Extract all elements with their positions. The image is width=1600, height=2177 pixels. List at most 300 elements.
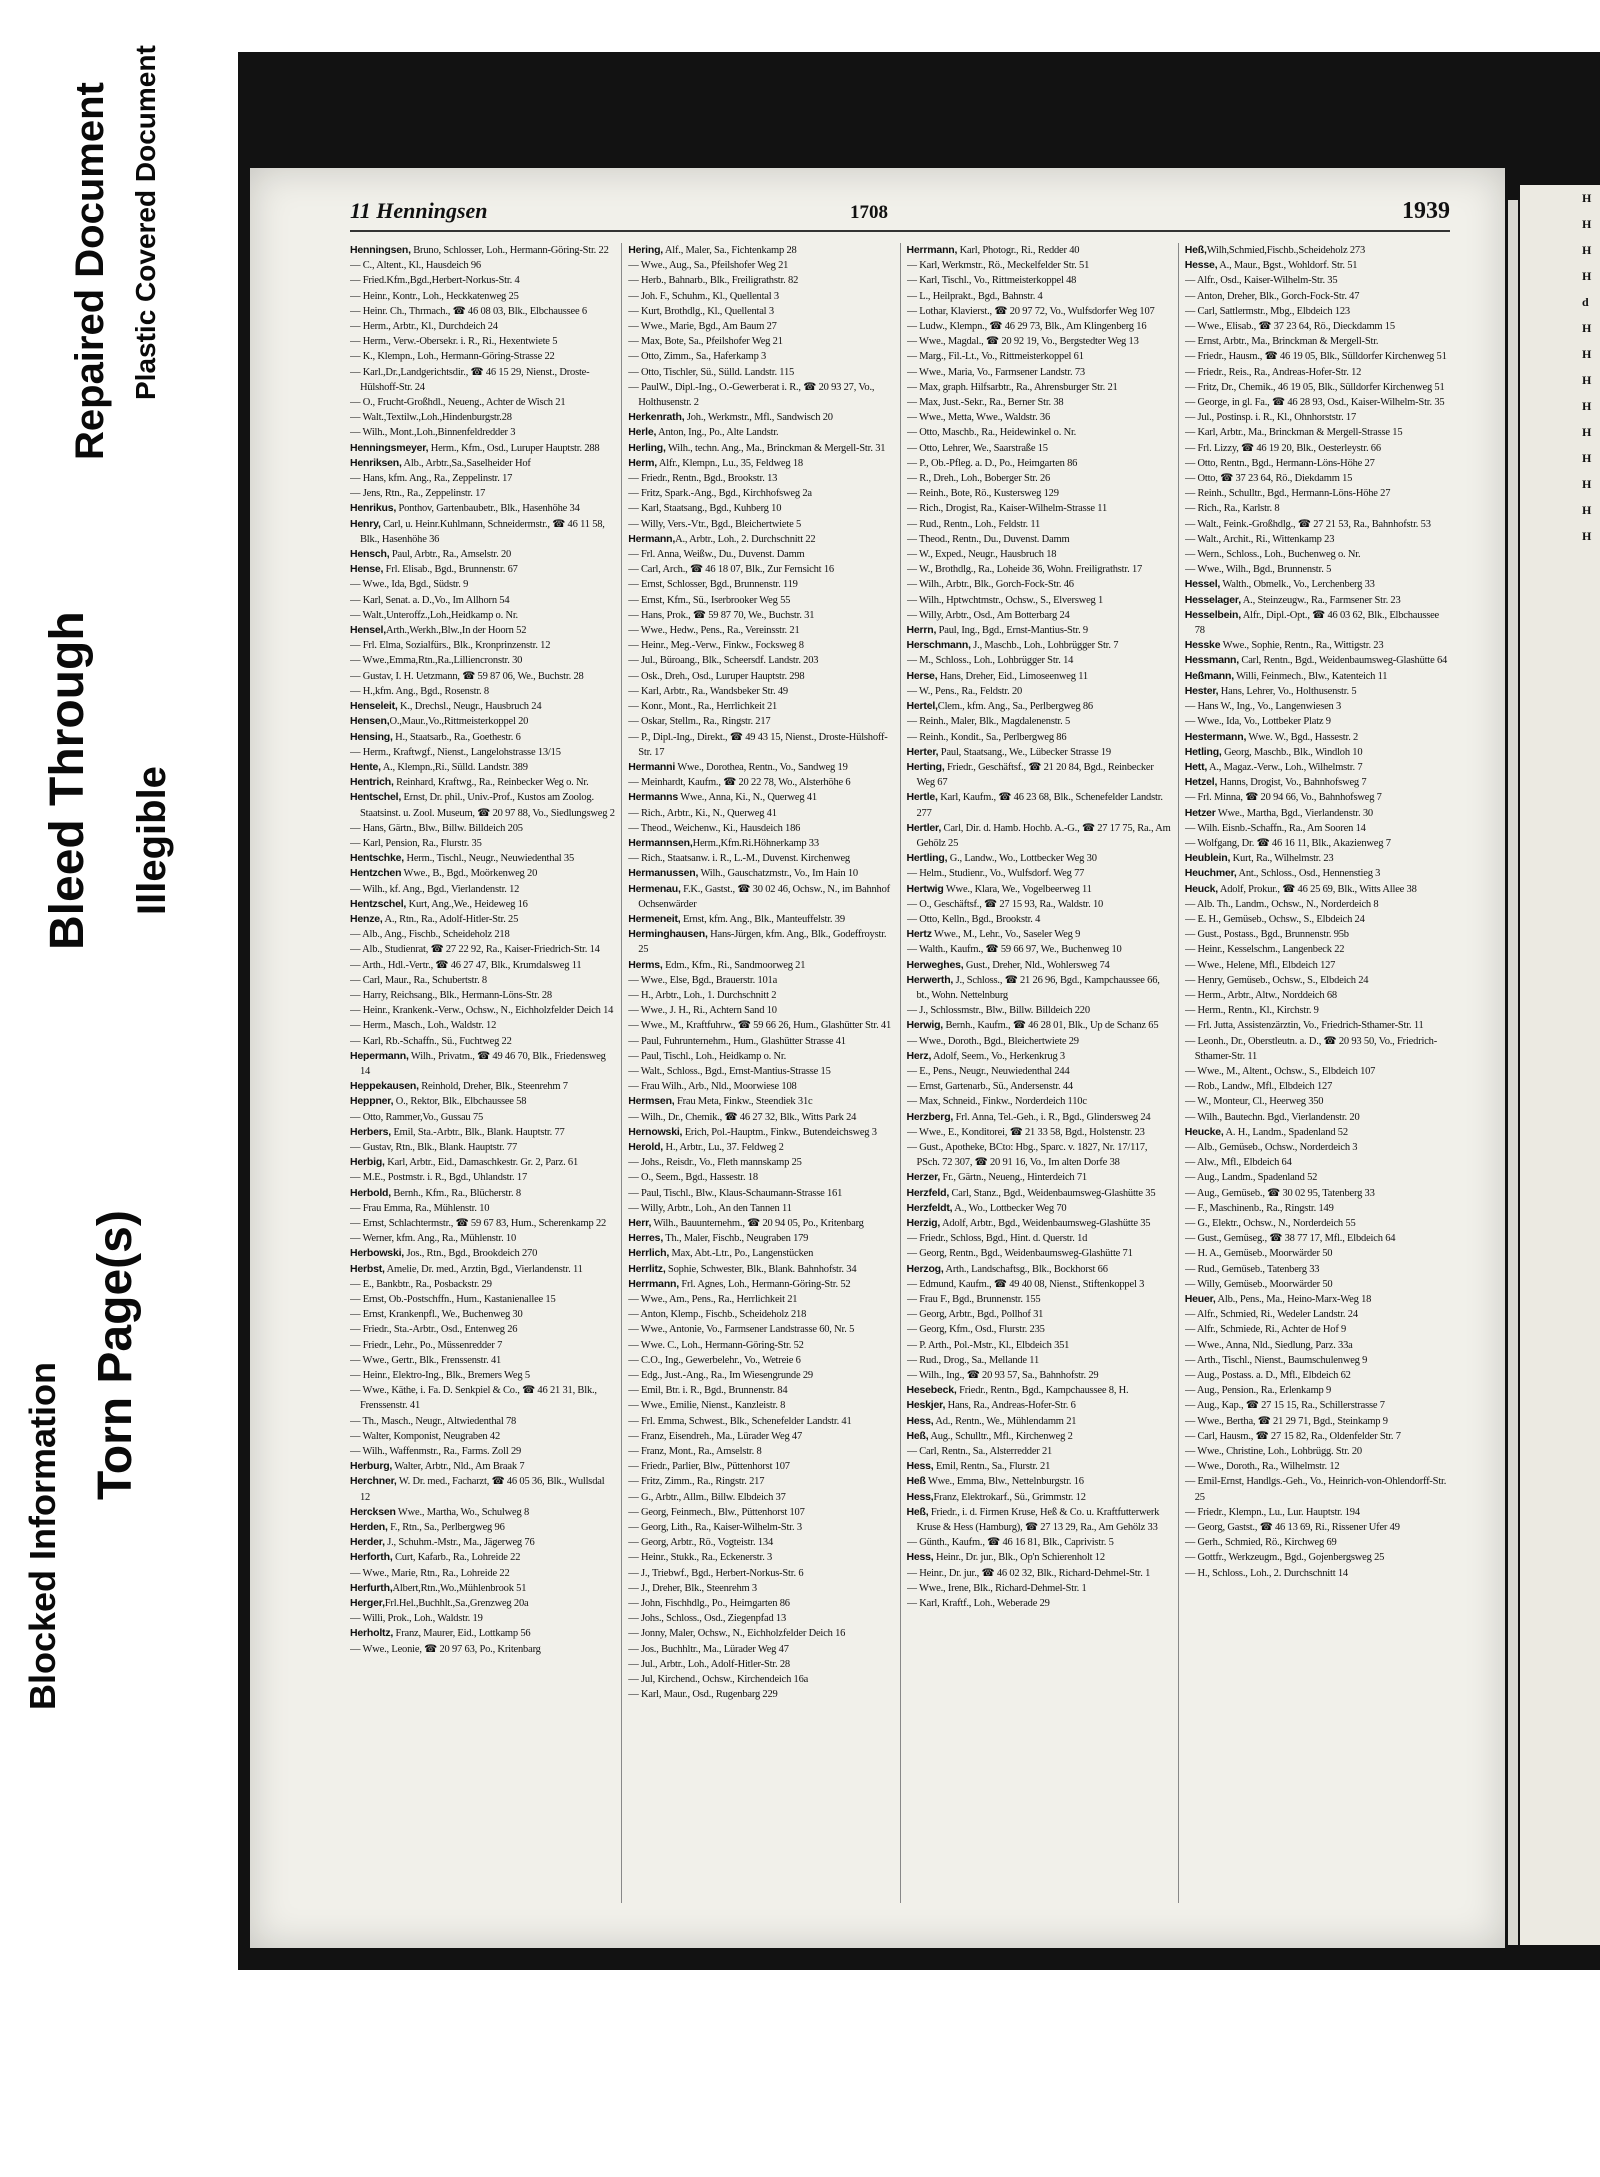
entry-details: — Jul, Kirchend., Ochsw., Kirchendeich 16a bbox=[628, 1674, 809, 1686]
entry-details: Fr., Gärtn., Neueng., Hinterdeich 71 bbox=[940, 1172, 1087, 1184]
column-2 bbox=[628, 243, 893, 1903]
entry-details: — Wwe., Leonie, ☎ 20 97 63, Po., Kritenbarg bbox=[350, 1643, 541, 1655]
entry-surname: Hercksen bbox=[350, 1505, 396, 1518]
directory-entry bbox=[350, 882, 615, 897]
directory-entry bbox=[1185, 1444, 1450, 1459]
directory-entry bbox=[628, 1338, 893, 1353]
entry-details: Friedr., i. d. Firmen Kruse, Heß & Co. u. Kraftfutterwerk Kruse & Hess (Hamburg), ☎ 27 13 29, Ra., Am Gehölz 33 bbox=[916, 1506, 1160, 1534]
entry-surname: Hett, bbox=[1184, 760, 1208, 773]
label-bleed-through: Bleed Through bbox=[41, 611, 94, 950]
directory-entry bbox=[350, 1049, 615, 1079]
column-divider bbox=[621, 243, 622, 1903]
entry-details: — Ernst, Schlosser, Bgd., Brunnenstr. 119 bbox=[628, 579, 798, 591]
directory-entry bbox=[628, 1231, 893, 1246]
directory-entry bbox=[1185, 1459, 1450, 1474]
directory-entry bbox=[1185, 942, 1450, 957]
directory-entry bbox=[1185, 319, 1450, 334]
page-gutter bbox=[1508, 200, 1518, 1945]
directory-entry bbox=[350, 410, 615, 425]
directory-entry bbox=[350, 1505, 615, 1520]
entry-details: Th., Maler, Fischb., Neugraben 179 bbox=[663, 1233, 809, 1245]
directory-entry bbox=[628, 1672, 893, 1687]
entry-details: — Frau F., Bgd., Brunnenstr. 155 bbox=[906, 1294, 1041, 1306]
directory-entry bbox=[350, 319, 615, 334]
directory-entry bbox=[628, 638, 893, 653]
entry-surname: Hernowski, bbox=[628, 1125, 683, 1138]
directory-entry bbox=[350, 1611, 615, 1626]
directory-entry bbox=[907, 1474, 1172, 1489]
entry-details: — Friedr., Parlier, Blw., Püttenhorst 107 bbox=[628, 1461, 790, 1473]
entry-surname: Hesske bbox=[1184, 639, 1221, 652]
entry-surname: Heß, bbox=[906, 1429, 929, 1442]
entry-details: — Wilh., Dr., Chemik., ☎ 46 27 32, Blk., Witts Park 24 bbox=[628, 1111, 857, 1123]
entry-surname: Herforth, bbox=[350, 1551, 393, 1564]
directory-entry bbox=[907, 866, 1172, 881]
directory-entry bbox=[1185, 1398, 1450, 1413]
entry-surname: Hetzel, bbox=[1184, 776, 1218, 789]
entry-details: — Heinr., Stukk., Ra., Eckenerstr. 3 bbox=[628, 1552, 773, 1564]
entry-details: Wwe., Dorothea, Rentn., Vo., Sandweg 19 bbox=[675, 761, 848, 773]
entry-details: — Aug., Pension., Ra., Erlenkamp 9 bbox=[1184, 1385, 1332, 1397]
directory-page bbox=[250, 168, 1505, 1948]
directory-entry bbox=[907, 882, 1172, 897]
directory-entry bbox=[350, 1246, 615, 1261]
directory-entry bbox=[628, 577, 893, 592]
directory-entry bbox=[1185, 1216, 1450, 1231]
directory-entry bbox=[1185, 273, 1450, 288]
entry-surname: Herholtz, bbox=[350, 1627, 394, 1640]
directory-entry bbox=[628, 1626, 893, 1641]
directory-entry bbox=[907, 1018, 1172, 1033]
directory-entry bbox=[628, 1155, 893, 1170]
entry-details: Paul, Staatsang., We., Lübecker Strasse 19 bbox=[938, 746, 1111, 758]
facing-page-letter: H bbox=[1582, 503, 1592, 517]
facing-page-letter: H bbox=[1582, 191, 1592, 205]
directory-entry bbox=[1185, 1003, 1450, 1018]
entry-details: — Wilh., Ing., ☎ 20 93 57, Sa., Bahnhofstr. 29 bbox=[906, 1370, 1099, 1382]
directory-entry bbox=[907, 304, 1172, 319]
entry-details: — Jonny, Maler, Ochsw., N., Eichholzfelder Deich 16 bbox=[628, 1628, 846, 1640]
directory-entry bbox=[628, 912, 893, 927]
directory-entry bbox=[907, 714, 1172, 729]
entry-surname: Hering, bbox=[628, 244, 664, 256]
directory-entry bbox=[350, 669, 615, 684]
directory-entry bbox=[350, 1459, 615, 1474]
entry-details: Joh., Werkmstr., Mfl., Sandwisch 20 bbox=[684, 412, 833, 424]
entry-details: Hans, Dreher, Eid., Limoseenweg 11 bbox=[937, 670, 1088, 682]
directory-entry bbox=[628, 1292, 893, 1307]
entry-details: — Herm., Kraftwgf., Nienst., Langelohstrasse 13/15 bbox=[350, 746, 561, 758]
entry-details: — Wwe., Else, Bgd., Brauerstr. 101a bbox=[628, 974, 778, 986]
entry-details: — Karl, Senat. a. D.,Vo., Im Allhorn 54 bbox=[350, 594, 510, 606]
entry-surname: Hentzschel, bbox=[350, 897, 407, 910]
entry-details: Adolf, Seem., Vo., Herkenkrug 3 bbox=[931, 1050, 1065, 1062]
entry-details: — Theod., Weichenw., Ki., Hausdeich 186 bbox=[628, 822, 801, 834]
entry-details: — Osk., Dreh., Osd., Luruper Hauptstr. 298 bbox=[628, 670, 805, 682]
entry-details: — Jens, Rtn., Ra., Zeppelinstr. 17 bbox=[350, 488, 486, 500]
entry-surname: Hensen, bbox=[350, 715, 390, 728]
entry-surname: Herwerth, bbox=[906, 973, 954, 986]
entry-details: — Rud., Gemüseb., Tatenberg 33 bbox=[1184, 1263, 1320, 1275]
entry-details: — Otto, Kelln., Bgd., Brookstr. 4 bbox=[906, 913, 1041, 925]
directory-entry bbox=[628, 1520, 893, 1535]
directory-entry bbox=[907, 699, 1172, 714]
directory-entry bbox=[1185, 1353, 1450, 1368]
entry-details: — Fried.Kfm.,Bgd.,Herbert-Norkus-Str. 4 bbox=[350, 275, 520, 287]
directory-entry bbox=[628, 1049, 893, 1064]
entry-details: H., Staatsarb., Ra., Goethestr. 6 bbox=[392, 731, 521, 743]
entry-surname: Heß, bbox=[906, 1505, 929, 1518]
entry-surname: Heuchmer, bbox=[1184, 867, 1237, 880]
entry-details: — Herm., Arbtr., Kl., Durchdeich 24 bbox=[350, 321, 498, 333]
directory-entry bbox=[1185, 243, 1450, 258]
entry-details: — E., Pens., Neugr., Neuwiedenthal 244 bbox=[906, 1065, 1070, 1077]
entry-details: — Wwe., Marie, Bgd., Am Baum 27 bbox=[628, 321, 777, 333]
directory-entry bbox=[1185, 882, 1450, 897]
entry-details: — Karl.,Dr.,Landgerichtsdir., ☎ 46 15 29, Nienst., Droste-Hülshoff-Str. 24 bbox=[350, 366, 590, 393]
entry-details: — Johs., Schloss., Osd., Ziegenpfad 13 bbox=[628, 1613, 787, 1625]
directory-entry bbox=[1185, 790, 1450, 805]
entry-details: Carl, u. Heinr.Kuhlmann, Schneidermstr., ☎ 46 11 58, Blk., Hasenhöhe 36 bbox=[360, 518, 605, 545]
directory-entry bbox=[1185, 380, 1450, 395]
directory-entry bbox=[907, 1383, 1172, 1398]
entry-details: — Aug., Kap., ☎ 27 15 15, Ra., Schillerstrasse 7 bbox=[1184, 1400, 1385, 1412]
directory-entry bbox=[907, 1079, 1172, 1094]
directory-entry bbox=[350, 1125, 615, 1140]
entry-details: Emil, Rentn., Sa., Flurstr. 21 bbox=[933, 1461, 1051, 1473]
entry-details: Karl, Arbtr., Eid., Damaschkestr. Gr. 2, Parz. 61 bbox=[384, 1157, 579, 1169]
entry-details: — Emil, Btr. i. R., Bgd., Brunnenstr. 84 bbox=[628, 1385, 788, 1397]
directory-entry bbox=[350, 623, 615, 638]
directory-entry bbox=[907, 1398, 1172, 1413]
entry-details: Wwe., B., Bgd., Moörkenweg 20 bbox=[401, 868, 538, 880]
entry-details: O., Rektor, Blk., Elbchaussee 58 bbox=[393, 1096, 527, 1108]
entry-details: — P., Ob.-Pfleg. a. D., Po., Heimgarten 86 bbox=[906, 457, 1078, 469]
entry-surname: Herger, bbox=[350, 1597, 385, 1610]
directory-entry bbox=[907, 1550, 1172, 1565]
entry-details: — Willy, Gemüseb., Moorwärder 50 bbox=[1184, 1278, 1333, 1290]
entry-details: Alb., Pens., Ma., Heino-Marx-Weg 18 bbox=[1215, 1294, 1372, 1306]
facing-page-letter: H bbox=[1582, 451, 1592, 465]
entry-details: Hans, Lehrer, Vo., Holthusenstr. 5 bbox=[1218, 685, 1357, 697]
directory-entry bbox=[350, 365, 615, 395]
entry-details: — Carl, Sattlermstr., Mbg., Elbdeich 123 bbox=[1184, 305, 1350, 317]
entry-details: — Th., Masch., Neugr., Altwiedenthal 78 bbox=[350, 1415, 517, 1427]
entry-details: Ernst, kfm. Ang., Blk., Manteuffelstr. 39 bbox=[680, 913, 845, 925]
entry-details: Wilh., Bauunternehm., ☎ 20 94 05, Po., Kritenbarg bbox=[651, 1218, 864, 1229]
entry-details: — Wwe., M., Altent., Ochsw., S., Elbdeich 107 bbox=[1184, 1065, 1376, 1077]
page-number: 1708 bbox=[850, 202, 888, 223]
entry-details: — Wwe., Maria, Vo., Farmsener Landstr. 73 bbox=[906, 366, 1085, 378]
entry-surname: Herzberg, bbox=[906, 1110, 954, 1123]
directory-entry bbox=[350, 273, 615, 288]
directory-entry bbox=[907, 410, 1172, 425]
directory-entry bbox=[628, 882, 893, 912]
entry-details: — M., Schloss., Loh., Lohbrügger Str. 14 bbox=[906, 655, 1074, 667]
entry-details: — John, Fischhdlg., Po., Heimgarten 86 bbox=[628, 1598, 790, 1610]
directory-entry bbox=[350, 441, 615, 456]
entry-details: A., Klempn.,Ri., Sülld. Landstr. 389 bbox=[380, 761, 528, 773]
entry-surname: Hess, bbox=[906, 1414, 934, 1427]
entry-details: — Henry, Gemüseb., Ochsw., S., Elbdeich 24 bbox=[1184, 974, 1369, 986]
entry-surname: Herder, bbox=[350, 1536, 385, 1549]
entry-details: — Meinhardt, Kaufm., ☎ 20 22 78, Wo., Alsterhöhe 6 bbox=[628, 777, 851, 789]
entry-details: Wilh., techn. Ang., Ma., Brinckman & Mergell-Str. 31 bbox=[665, 442, 886, 454]
entry-details: — Carl, Maur., Ra., Schubertstr. 8 bbox=[350, 974, 487, 986]
entry-surname: Herrlich, bbox=[628, 1247, 670, 1260]
entry-details: — Georg, Rentn., Bgd., Weidenbaumsweg-Glashütte 71 bbox=[906, 1248, 1133, 1260]
entry-details: — Arth., Hdl.-Vertr., ☎ 46 27 47, Blk., Krumdalsweg 11 bbox=[350, 959, 582, 971]
directory-entry bbox=[1185, 562, 1450, 577]
entry-details: Frau Meta, Finkw., Steendiek 31c bbox=[674, 1096, 813, 1108]
entry-details: — Georg, Kfm., Osd., Flurstr. 235 bbox=[906, 1324, 1045, 1336]
facing-page-letter: H bbox=[1582, 425, 1592, 439]
entry-surname: Henningsmeyer, bbox=[350, 441, 429, 454]
entry-details: — Gust., Apotheke, BCto: Hbg., Sparc. v. 1827, Nr. 17/117, PSch. 72 307, ☎ 20 91 16, Vo., Im alten Dorfe 38 bbox=[906, 1141, 1148, 1169]
directory-entry bbox=[907, 1307, 1172, 1322]
directory-entry bbox=[907, 593, 1172, 608]
directory-entry bbox=[1185, 851, 1450, 866]
entry-surname: Herwig, bbox=[906, 1019, 944, 1032]
directory-entry bbox=[350, 1429, 615, 1444]
entry-details: — Jul., Postinsp. i. R., Kl., Ohnhorststr. 17 bbox=[1184, 412, 1357, 424]
entry-details: — Wwe., Käthe, i. Fa. D. Senkpiel & Co., ☎ 46 21 31, Blk., Frenssenstr. 41 bbox=[350, 1385, 597, 1412]
directory-entry bbox=[350, 1003, 615, 1018]
directory-entry bbox=[350, 1110, 615, 1125]
directory-entry bbox=[1185, 1368, 1450, 1383]
directory-entry bbox=[628, 1611, 893, 1626]
directory-entry bbox=[1185, 517, 1450, 532]
directory-entry bbox=[350, 304, 615, 319]
entry-details: — Wwe. C., Loh., Hermann-Göring-Str. 52 bbox=[628, 1339, 804, 1351]
directory-entry bbox=[1185, 258, 1450, 273]
entry-columns bbox=[350, 243, 1450, 1903]
directory-entry bbox=[350, 1566, 615, 1581]
entry-details: Ant., Schloss., Osd., Hennenstieg 3 bbox=[1236, 868, 1381, 880]
directory-entry bbox=[350, 1520, 615, 1535]
directory-entry bbox=[350, 730, 615, 745]
directory-entry bbox=[628, 1596, 893, 1611]
directory-entry bbox=[628, 1398, 893, 1413]
directory-entry bbox=[628, 1079, 893, 1094]
entry-details: Ernst, Dr. phil., Univ.-Prof., Kustos am Zoolog. Staatsinst. u. Zool. Museum, ☎ 20 97 88, Vo., Siedlungsweg 2 bbox=[360, 792, 615, 819]
directory-entry bbox=[907, 790, 1172, 820]
directory-entry bbox=[1185, 1307, 1450, 1322]
entry-details: O.,Maur.,Vo.,Rittmeisterkoppel 20 bbox=[389, 716, 529, 728]
entry-details: Curt, Kafarb., Ra., Lohreide 22 bbox=[392, 1552, 521, 1564]
directory-entry bbox=[907, 258, 1172, 273]
directory-entry bbox=[907, 365, 1172, 380]
entry-details: — Wilh. Eisnb.-Schaffn., Ra., Am Sooren 14 bbox=[1184, 822, 1366, 834]
entry-surname: Hertz bbox=[906, 928, 932, 941]
entry-details: — Friedr., Reis., Ra., Andreas-Hofer-Str. 12 bbox=[1184, 366, 1362, 378]
entry-surname: Herbers, bbox=[350, 1125, 392, 1138]
entry-details: — Frau Emma, Ra., Mühlenstr. 10 bbox=[350, 1202, 490, 1214]
directory-entry bbox=[350, 1322, 615, 1337]
entry-details: — W., Brothdlg., Ra., Loheide 36, Wohn. Freiligrathstr. 17 bbox=[906, 564, 1143, 576]
directory-entry bbox=[907, 1414, 1172, 1429]
directory-entry bbox=[907, 851, 1172, 866]
entry-details: — Hans W., Ing., Vo., Langenwiesen 3 bbox=[1184, 701, 1342, 713]
directory-entry bbox=[350, 1094, 615, 1109]
facing-page-letter: d bbox=[1582, 295, 1589, 309]
directory-entry bbox=[1185, 1505, 1450, 1520]
directory-entry bbox=[350, 258, 615, 273]
directory-entry bbox=[907, 623, 1172, 638]
directory-entry bbox=[628, 532, 893, 547]
entry-surname: Heucke, bbox=[1184, 1125, 1224, 1138]
directory-entry bbox=[1185, 1155, 1450, 1170]
entry-details: — Karl, Werkmstr., Rö., Meckelfelder Str. 51 bbox=[906, 260, 1090, 272]
directory-entry bbox=[628, 258, 893, 273]
directory-entry bbox=[907, 821, 1172, 851]
directory-entry bbox=[1185, 699, 1450, 714]
directory-entry bbox=[628, 608, 893, 623]
directory-entry bbox=[628, 1490, 893, 1505]
directory-entry bbox=[907, 608, 1172, 623]
entry-details: — Werner, kfm. Ang., Ra., Mühlenstr. 10 bbox=[350, 1233, 517, 1245]
entry-details: — Otto, Tischler, Sü., Sülld. Landstr. 115 bbox=[628, 366, 795, 378]
entry-details: — Johs., Reisdr., Vo., Fleth mannskamp 25 bbox=[628, 1157, 802, 1169]
entry-details: — Otto, ☎ 37 23 64, Rö., Diekdamm 15 bbox=[1184, 473, 1353, 485]
directory-entry bbox=[350, 1642, 615, 1657]
label-repaired: Repaired Document bbox=[68, 82, 112, 460]
directory-entry bbox=[1185, 745, 1450, 760]
directory-entry bbox=[350, 1596, 615, 1611]
entry-details: Hanns, Drogist, Vo., Bahnhofsweg 7 bbox=[1217, 777, 1367, 789]
entry-surname: Hermanussen, bbox=[628, 867, 699, 880]
directory-entry bbox=[350, 1414, 615, 1429]
directory-entry bbox=[907, 1505, 1172, 1535]
directory-entry bbox=[350, 1079, 615, 1094]
label-torn-pages: Torn Page(s) bbox=[89, 1210, 142, 1500]
directory-entry bbox=[628, 1414, 893, 1429]
entry-details: — Wilh., kf. Ang., Bgd., Vierlandenstr. 12 bbox=[350, 883, 520, 895]
entry-details: — Frl. Emma, Schwest., Blk., Schenefelder Landstr. 41 bbox=[628, 1415, 852, 1427]
entry-details: Arth.,Werkh.,Blw.,In der Hoorn 52 bbox=[385, 625, 527, 637]
entry-details: — Herb., Bahnarb., Blk., Freiligrathstr. 82 bbox=[628, 275, 799, 287]
entry-surname: Heppekausen, bbox=[350, 1080, 419, 1093]
entry-details: — Georg, Arbtr., Bgd., Pollhof 31 bbox=[906, 1309, 1044, 1321]
entry-surname: Herminghausen, bbox=[628, 928, 708, 941]
directory-entry bbox=[1185, 532, 1450, 547]
entry-details: — Edmund, Kaufm., ☎ 49 40 08, Nienst., Stiftenkoppel 3 bbox=[906, 1278, 1145, 1290]
directory-entry bbox=[350, 836, 615, 851]
entry-details: — Willy, Arbtr., Loh., An den Tannen 11 bbox=[628, 1202, 792, 1214]
entry-details: G., Landw., Wo., Lottbecker Weg 30 bbox=[947, 853, 1097, 865]
entry-surname: Hermannsen, bbox=[628, 836, 693, 849]
entry-details: — Kurt, Brothdlg., Kl., Quellental 3 bbox=[628, 305, 774, 317]
directory-entry bbox=[350, 1550, 615, 1565]
entry-details: Friedr., Rentn., Bgd., Kampchaussee 8, H. bbox=[956, 1385, 1129, 1397]
entry-details: K., Drechsl., Neugr., Hausbruch 24 bbox=[397, 701, 542, 713]
entry-surname: Hesselbein, bbox=[1184, 608, 1241, 621]
entry-details: — Aug., Postass. a. D., Mfl., Elbdeich 62 bbox=[1184, 1370, 1351, 1382]
directory-entry bbox=[907, 380, 1172, 395]
entry-surname: Herrn, bbox=[906, 624, 937, 637]
directory-entry bbox=[350, 1034, 615, 1049]
entry-surname: Hermsen, bbox=[628, 1095, 675, 1108]
entry-details: — Alfr., Osd., Kaiser-Wilhelm-Str. 35 bbox=[1184, 275, 1338, 287]
directory-entry bbox=[628, 775, 893, 790]
entry-surname: Heßmann, bbox=[1184, 669, 1234, 682]
entry-details: — Leonh., Dr., Oberstleutn. a. D., ☎ 20 93 50, Vo., Friedrich-Sthamer-Str. 11 bbox=[1184, 1035, 1438, 1062]
entry-details: — Rich., Staatsanw. i. R., L.-M., Duvenst. Kirchenweg bbox=[628, 853, 850, 865]
label-illegible: Illegible bbox=[130, 766, 174, 915]
directory-entry bbox=[907, 517, 1172, 532]
entry-details: Adolf, Prokur., ☎ 46 25 69, Blk., Witts Allee 38 bbox=[1217, 883, 1417, 895]
entry-details: — Frl. Jutta, Assistenzärztin, Vo., Friedrich-Sthamer-Str. 11 bbox=[1184, 1020, 1424, 1032]
directory-entry bbox=[907, 1262, 1172, 1277]
entry-details: — Franz, Mont., Ra., Amselstr. 8 bbox=[628, 1446, 762, 1458]
directory-entry bbox=[1185, 714, 1450, 729]
entry-details: — Wwe., Hedw., Pens., Ra., Vereinsstr. 21 bbox=[628, 625, 800, 637]
entry-details: — F., Maschinenb., Ra., Ringstr. 149 bbox=[1184, 1202, 1334, 1214]
entry-details: — Rich., Drogist, Ra., Kaiser-Wilhelm-Strasse 11 bbox=[906, 503, 1108, 515]
entry-details: — Friedr., Hausm., ☎ 46 19 05, Blk., Sülldorfer Kirchenweg 51 bbox=[1184, 351, 1447, 363]
entry-details: — Gustav, I. H. Uetzmann, ☎ 59 87 06, We., Buchstr. 28 bbox=[350, 670, 584, 682]
entry-details: — Max, Bote, Sa., Pfeilshofer Weg 21 bbox=[628, 336, 783, 348]
directory-entry bbox=[907, 1459, 1172, 1474]
directory-entry bbox=[628, 1657, 893, 1672]
directory-entry bbox=[628, 1262, 893, 1277]
directory-entry bbox=[1185, 1277, 1450, 1292]
entry-surname: Herbst, bbox=[350, 1262, 385, 1275]
directory-entry bbox=[907, 486, 1172, 501]
directory-entry bbox=[628, 714, 893, 729]
entry-details: Albert,Rtn.,Wo.,Mühlenbrook 51 bbox=[392, 1582, 527, 1594]
directory-entry bbox=[907, 1429, 1172, 1444]
directory-entry bbox=[350, 988, 615, 1003]
directory-entry bbox=[907, 745, 1172, 760]
entry-details: Aug., Schulltr., Mfl., Kirchenweg 2 bbox=[928, 1430, 1073, 1442]
entry-surname: Heß, bbox=[1184, 244, 1207, 256]
entry-details: — Hans, kfm. Ang., Ra., Zeppelinstr. 17 bbox=[350, 473, 513, 485]
directory-entry bbox=[350, 562, 615, 577]
entry-details: — Reinh., Maler, Blk., Magdalenenstr. 5 bbox=[906, 716, 1071, 728]
entry-details: — Carl, Arch., ☎ 46 18 07, Blk., Zur Fernsicht 16 bbox=[628, 564, 834, 576]
entry-details: — E. H., Gemüseb., Ochsw., S., Elbdeich 24 bbox=[1184, 913, 1365, 925]
entry-details: — Ernst, Schlachtermstr., ☎ 59 67 83, Hum., Scherenkamp 22 bbox=[350, 1218, 607, 1229]
entry-details: — Konr., Mont., Ra., Herrlichkeit 21 bbox=[628, 701, 778, 713]
entry-details: — Wilh., Arbtr., Blk., Gorch-Fock-Str. 46 bbox=[906, 579, 1074, 591]
directory-entry bbox=[628, 821, 893, 836]
entry-surname: Hermanni bbox=[628, 760, 676, 773]
directory-entry bbox=[628, 1140, 893, 1155]
entry-details: — Alb. Th., Landm., Ochsw., N., Norderdeich 8 bbox=[1184, 898, 1379, 910]
directory-entry bbox=[628, 927, 893, 957]
entry-details: Adolf, Arbtr., Bgd., Weidenbaumsweg-Glashütte 35 bbox=[940, 1218, 1151, 1229]
directory-entry bbox=[1185, 334, 1450, 349]
directory-entry bbox=[907, 334, 1172, 349]
entry-details: Clem., kfm. Ang., Sa., Perlbergweg 86 bbox=[937, 701, 1093, 713]
directory-entry bbox=[907, 349, 1172, 364]
directory-entry bbox=[1185, 395, 1450, 410]
directory-entry bbox=[1185, 365, 1450, 380]
entry-details: Ad., Rentn., We., Mühlendamm 21 bbox=[933, 1415, 1077, 1427]
entry-details: Herm., Tischl., Neugr., Neuwiedenthal 35 bbox=[404, 853, 575, 865]
directory-entry bbox=[1185, 897, 1450, 912]
entry-surname: Herold, bbox=[628, 1140, 664, 1153]
directory-entry bbox=[1185, 1201, 1450, 1216]
entry-surname: Herbig, bbox=[350, 1156, 385, 1169]
entry-surname: Herschmann, bbox=[906, 639, 971, 652]
entry-surname: Hente, bbox=[350, 760, 381, 773]
directory-entry bbox=[907, 760, 1172, 790]
entry-details: Edm., Kfm., Ri., Sandmoorweg 21 bbox=[662, 959, 806, 971]
entry-details: — Wwe., E., Konditorei, ☎ 21 33 58, Bgd., Holstenstr. 23 bbox=[906, 1126, 1145, 1138]
directory-entry bbox=[907, 1596, 1172, 1611]
